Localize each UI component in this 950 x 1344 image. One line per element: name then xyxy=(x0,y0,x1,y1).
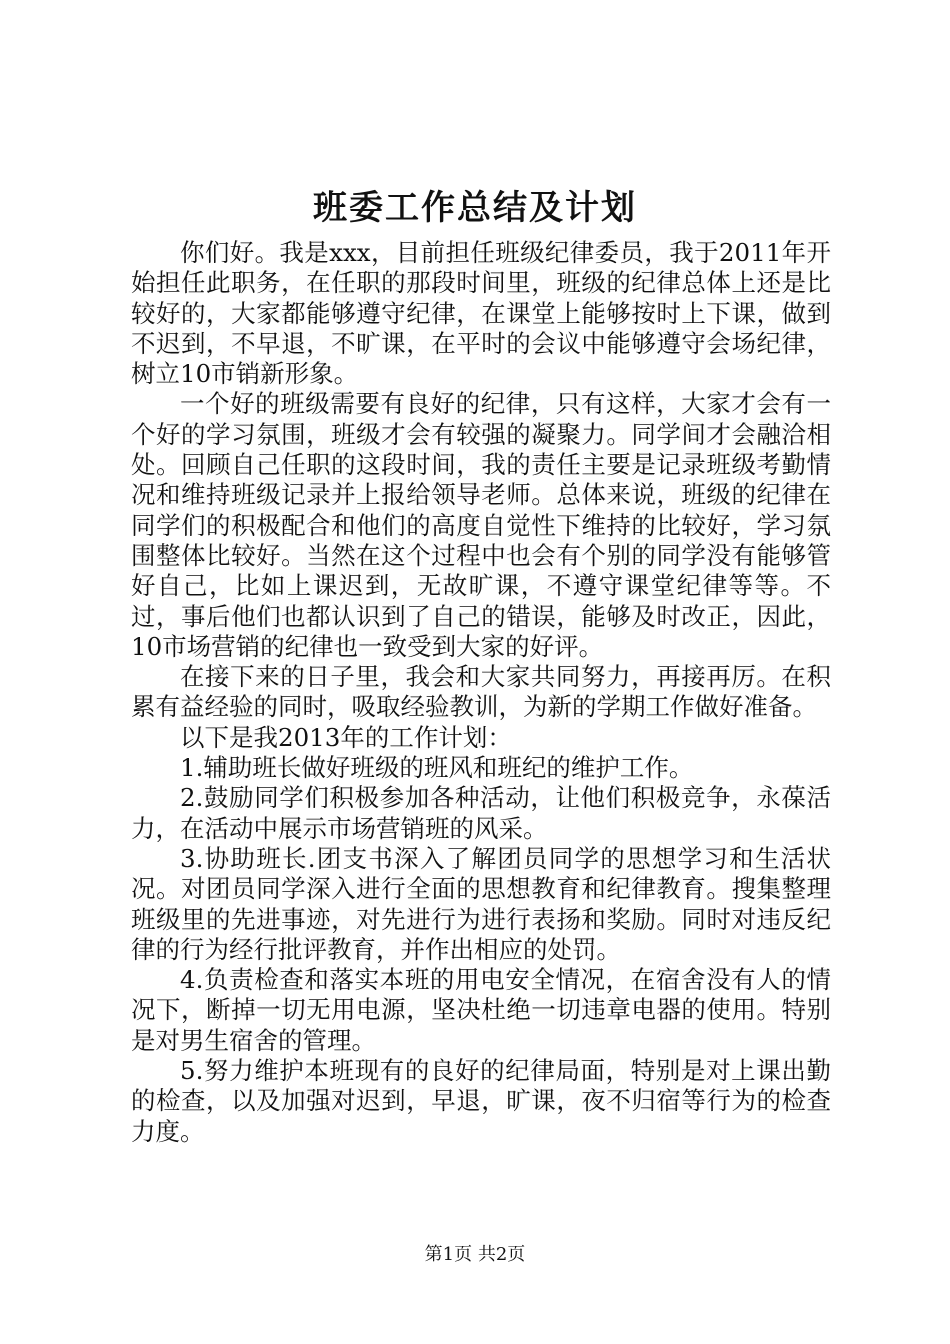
plan-item-4: 4.负责检查和落实本班的用电安全情况，在宿舍没有人的情况下，断掉一切无用电源，坚决杜绝一切违章电器的使用。特别是对男生宿舍的管理。 xyxy=(131,965,831,1055)
page-number-footer: 第1页 共2页 xyxy=(424,1244,526,1265)
paragraph-discipline: 一个好的班级需要有良好的纪律，只有这样，大家才会有一个好的学习氛围，班级才会有较强的凝聚力。同学间才会融洽相处。回顾自己任职的这段时间，我的责任主要是记录班级考勤情况和维持班级记录并上报给领导老师。总体来说，班级的纪律在同学们的积极配合和他们的高度自觉性下维持的比较好，学习氛围整体比较好。当然在这个过程中也会有个别的同学没有能够管好自己，比如上课迟到，无故旷课，不遵守课堂纪律等等。不过，事后他们也都认识到了自己的错误，能够及时改正，因此，10市场营销的纪律也一致受到大家的好评。 xyxy=(131,389,831,661)
paragraph-intro: 你们好。我是xxx，目前担任班级纪律委员，我于2011年开始担任此职务，在任职的那段时间里，班级的纪律总体上还是比较好的，大家都能够遵守纪律，在课堂上能够按时上下课，做到不迟到，不早退，不旷课，在平时的会议中能够遵守会场纪律，树立10市销新形象。 xyxy=(131,238,831,389)
paragraph-future: 在接下来的日子里，我会和大家共同努力，再接再厉。在积累有益经验的同时，吸取经验教训，为新的学期工作做好准备。 xyxy=(131,662,831,722)
plan-item-2: 2.鼓励同学们积极参加各种活动，让他们积极竞争，永葆活力，在活动中展示市场营销班的风采。 xyxy=(131,783,831,843)
plan-item-5: 5.努力维护本班现有的良好的纪律局面，特别是对上课出勤的检查，以及加强对迟到，早退，旷课，夜不归宿等行为的检查力度。 xyxy=(131,1056,831,1146)
plan-item-3: 3.协助班长.团支书深入了解团员同学的思想学习和生活状况。对团员同学深入进行全面的思想教育和纪律教育。搜集整理班级里的先进事迹，对先进行为进行表扬和奖励。同时对违反纪律的行为经行批评教育，并作出相应的处罚。 xyxy=(131,843,831,964)
paragraph-plan-intro: 以下是我2013年的工作计划： xyxy=(180,722,512,752)
document-body xyxy=(131,238,831,1147)
plan-item-1: 1.辅助班长做好班级的班风和班纪的维护工作。 xyxy=(180,753,694,783)
document-title: 班委工作总结及计划 xyxy=(313,188,637,228)
